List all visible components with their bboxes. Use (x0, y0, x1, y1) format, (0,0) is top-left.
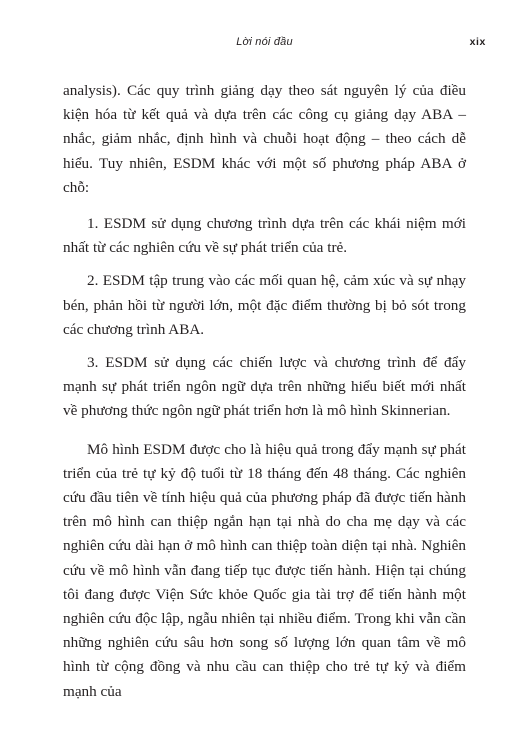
running-title: Lời nói đầu (236, 36, 293, 48)
list-item: 3. ESDM sử dụng các chiến lược và chương trình để đẩy mạnh sự phát triển ngôn ngữ dựa trên những hiểu biết mới nhất về phương thức ngôn ngữ phát triển hơn là mô hình Skinnerian. (63, 354, 466, 420)
list-item: 1. ESDM sử dụng chương trình dựa trên các khái niệm mới nhất từ các nghiên cứu về sự phát triển của trẻ. (63, 215, 466, 257)
closing-paragraph: Mô hình ESDM được cho là hiệu quả trong đẩy mạnh sự phát triển của trẻ tự kỷ độ tuổi từ 18 tháng đến 48 tháng. Các nghiên cứu đầu tiên về tính hiệu quả của phương pháp đã được tiến hành trên mô hình can thiệp ngắn hạn tại nhà do cha mẹ dạy và các nghiên cứu dài hạn ở mô hình can thiệp toàn diện tại nhà. Nghiên cứu về mô hình vẫn đang tiếp tục được tiến hành. Hiện tại chúng tôi đang được Viện Sức khỏe Quốc gia tài trợ để tiến hành một nghiên cứu độc lập, ngẫu nhiên tại nhiều điểm. Trong khi vẫn cần những nghiên cứu sâu hơn song số lượng lớn quan tâm về mô hình từ cộng đồng và nhu cầu can thiệp cho trẻ tự kỷ và điểm mạnh của (63, 440, 466, 700)
page-header (0, 36, 529, 56)
page-body (63, 79, 466, 704)
page-number: xix (469, 36, 486, 48)
intro-paragraph: analysis). Các quy trình giảng dạy theo sát nguyên lý của điều kiện hóa từ kết quả và dựa trên các công cụ giảng dạy ABA – nhắc, giảm nhắc, định hình và chuỗi hoạt động – theo cách dễ hiểu. Tuy nhiên, ESDM khác với một số phương pháp ABA ở chỗ: (63, 82, 466, 196)
difference-list (63, 212, 466, 424)
list-item: 2. ESDM tập trung vào các mối quan hệ, cảm xúc và sự nhạy bén, phản hồi từ người lớn, một đặc điểm thường bị bỏ sót trong các chương trình ABA. (63, 272, 466, 338)
